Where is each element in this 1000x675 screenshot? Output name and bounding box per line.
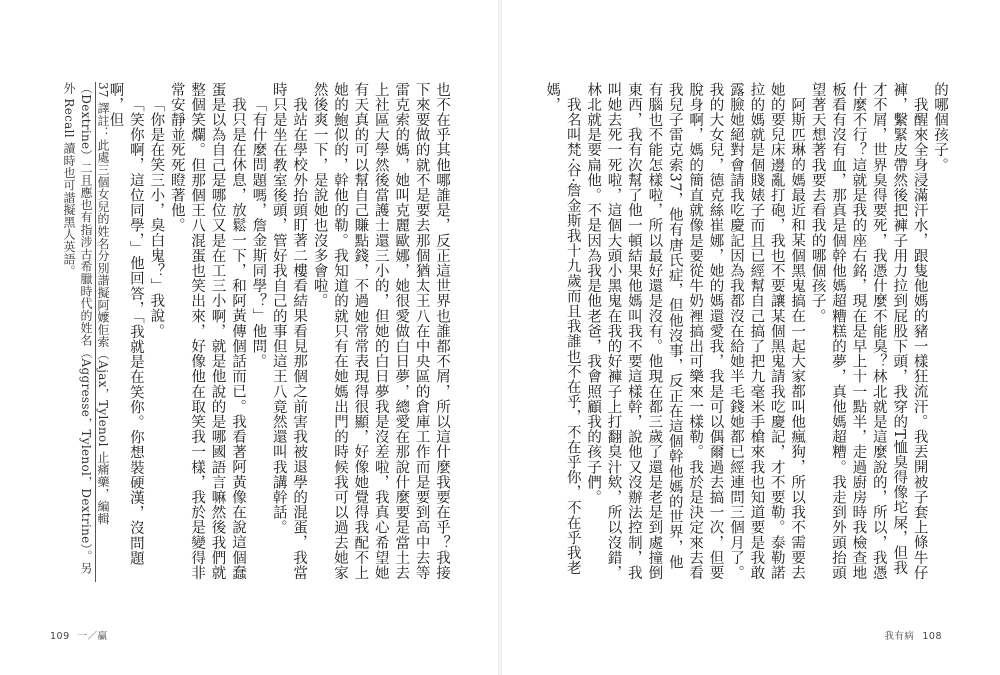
left-page-number: 109 — [50, 631, 70, 642]
left-page — [0, 0, 498, 675]
right-page-body — [540, 82, 950, 582]
paragraph: 「有什麼問題嗎，詹金斯同學？」他問。 — [250, 96, 267, 369]
left-page-body — [107, 82, 452, 582]
right-page-number: 108 — [922, 631, 942, 642]
paragraph: 阿斯匹琳的媽最近和某個黑鬼搞在一起大家都叫他瘋狗，所以我不需要去她的要兒床邊亂打砲，我也不要讓某個黑鬼請我吃慶記，才不要勒。泰勒諾拉的媽就是個賤婊子而且已經幫自己搞了把九毫米手槍來我也知道要是我敢露臉她絕對會請我吃慶記因為我都沒在給她半毛錢她都已經連問三個月了。我的大女兒，德克絲崔娜，她的媽還愛我，我是可以偶爾過去搞一次，但要脫身啊，媽的簡直就像是要從牛奶裡搞出可樂來一樣勒。我於是決定來去看我兒子雷克索37，他有唐氏症，但他沒事，反正在這個幹他媽的世界，他有腦也不能怎樣啦，所以最好還是沒有。他現在都三歲了還是老是到處撞倒東西，我有次幫了他一頓結果他媽叫我不要這樣幹，說他又沒辦法控制，我叫她去死一死啦，這個大頭小黑鬼在我的好褲子上打翻臭汁欸，所以沒錯，林北就是要扁他。不是因為我是他老爸，我會照顧我的孩子們。 — [585, 82, 806, 581]
paragraph: 我只是在休息，放鬆一下，和阿黃傳個話而已。我看著阿黃像在說這個蠢蛋是以為自己是哪位又是在工三小啊，就是他說的是哪國語言嘛然後我們就整個笑爛。但那個王八混蛋也笑出來，好像他在取笑我一樣，我於是變得非常安靜並死死瞪著他。 — [168, 82, 246, 581]
paragraph: 我名叫梵·谷·詹金斯我十九歲而且我誰也不在乎，不在乎你，不在乎我老媽， — [544, 82, 581, 576]
paragraph: 我醒來全身浸滿汗水，跟隻他媽的豬一樣狂流汗。我丟開被子套上條牛仔褲，繫緊皮帶然後把褲子用力拉到屁股下頭，我穿的T恤臭得像坨屎，但我才不屑，世界臭得要死，我憑什麼不能臭？林北就是這麼說的，所以，我憑什麼不行？這就是我的座右銘，現在是早上十一點半，走過廚房時我檢查地板看有沒有血，那真是個幹他媽超糟糕的夢，真他媽超糟。我走到外頭抬頭望著天想著我要去看我的哪個孩子。 — [809, 82, 928, 581]
paragraph: 的哪個孩子。 — [932, 82, 948, 173]
right-folio — [884, 628, 950, 642]
paragraph: 也不在乎其他哪誰是，反正這世界也誰都不屑，所以這什麼我要在乎？我接下來要做的就不是要去那個猶太王八在中央區的倉庫工作而是要到高中去等雷克索的媽，她叫克麗歐娜，她很愛做白日夢，總愛在那說什麼要是當土去上社區大學然後當護士還三小的，但她的白日夢我是沒差啦，我真心希望她有天真的可以幫自己賺點錢，不過她常常表現得很顯，好像她覺得我配不上她的鮑似的，幹他的勒。我知道的就只有在她媽出門的時候我可以過去她家然後爽一下，是說她也沒多會啦。 — [311, 82, 450, 581]
right-running-title: 我有病 — [884, 631, 915, 642]
left-running-title: 一／贏 — [77, 631, 108, 642]
paragraph: 我站在學校外抬頭盯著二樓看結果看見那個之前害我被退學的混蛋，我當時只是坐在教室後頭，管好我自己的事但這王八竟然還叫我講幹話。 — [270, 82, 308, 580]
footnote: 37 譯註：此處三個女兒的姓名分別諧擬阿嬤佢索（Ajax，Tylenol 止痛藥，編輯（Dextrine）二且應也有指涉古希臘時代的姓名（Aggresse，Tylenol，Dextrine）。另外 Recall 讀時也可諧擬黑人英語。 — [62, 82, 110, 575]
paragraph: 「笑你啊，這位同學，」他回答，「我就是在笑你。你想裝硬漢，沒問題啊，但 — [107, 82, 144, 566]
paragraph: 「你是在笑三小，臭白鬼？」我說。 — [148, 96, 165, 339]
left-folio — [50, 628, 116, 642]
right-page — [502, 0, 1000, 675]
